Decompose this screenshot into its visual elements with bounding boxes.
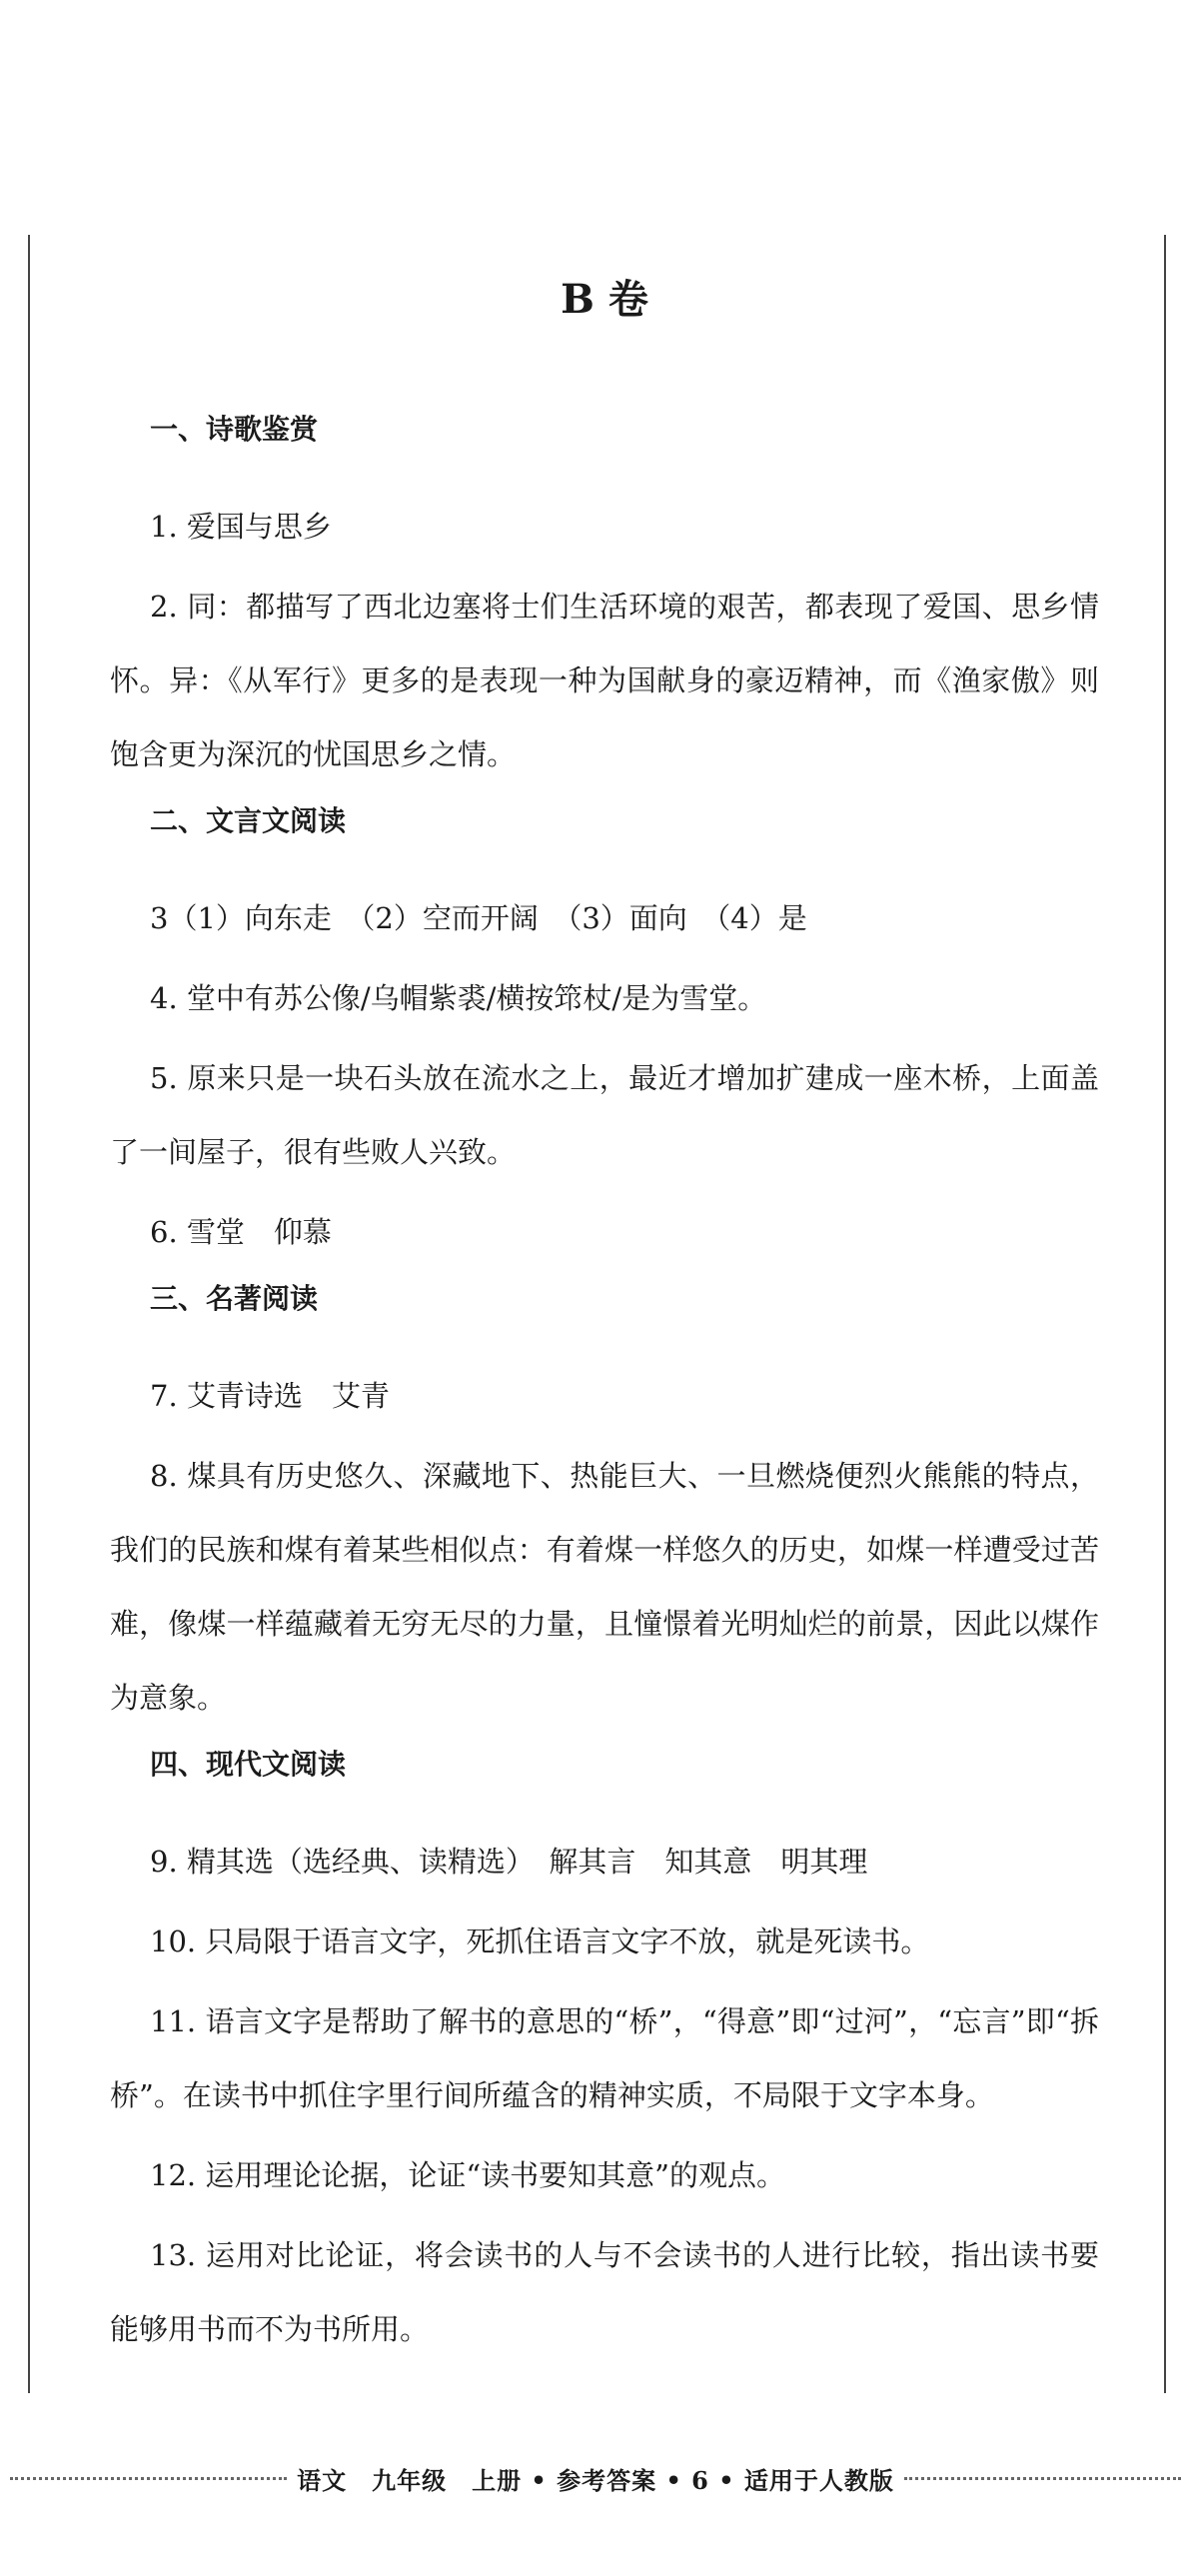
section-heading-modern: 四、现代文阅读 xyxy=(150,1748,347,1781)
answer-5: 5. 原来只是一块石头放在流水之上，最近才增加扩建成一座木桥，上面盖了一间屋子，很有些败人兴致。 xyxy=(110,1061,1099,1169)
answer-7: 7. 艾青诗选 艾青 xyxy=(150,1379,390,1413)
answer-6: 6. 雪堂 仰慕 xyxy=(150,1215,332,1249)
page-right-rule xyxy=(1164,235,1166,2393)
answer-3: 3（1）向东走 （2）空而开阔 （3）面向 （4）是 xyxy=(150,901,807,935)
answer-1: 1. 爱国与思乡 xyxy=(150,510,332,544)
page-title: B 卷 xyxy=(561,276,648,323)
footer-dotted-rule-left xyxy=(10,2477,287,2480)
answer-9: 9. 精其选（选经典、读精选） 解其言 知其意 明其理 xyxy=(150,1845,868,1879)
footer-text: 语文 九年级 上册 • 参考答案 • 6 • 适用于人教版 xyxy=(297,2465,894,2495)
answer-8: 8. 煤具有历史悠久、深藏地下、热能巨大、一旦燃烧便烈火熊熊的特点，我们的民族和煤有着某些相似点：有着煤一样悠久的历史，如煤一样遭受过苦难，像煤一样蕴藏着无穷无尽的力量，且憧憬着光明灿烂的前景，因此以煤作为意象。 xyxy=(110,1459,1099,1715)
footer-dotted-rule-right xyxy=(904,2477,1181,2480)
section-heading-poetry: 一、诗歌鉴赏 xyxy=(150,413,319,446)
answer-4: 4. 堂中有苏公像/乌帽紫裘/横按筇杖/是为雪堂。 xyxy=(150,981,767,1015)
answer-10: 10. 只局限于语言文字，死抓住语言文字不放，就是死读书。 xyxy=(150,1925,930,1958)
answer-12: 12. 运用理论论据，论证“读书要知其意”的观点。 xyxy=(150,2158,785,2192)
answer-11: 11. 语言文字是帮助了解书的意思的“桥”，“得意”即“过河”，“忘言”即“拆桥”。在读书中抓住字里行间所蕴含的精神实质，不局限于文字本身。 xyxy=(110,2004,1099,2112)
section-heading-classical: 二、文言文阅读 xyxy=(150,804,347,837)
section-heading-classics: 三、名著阅读 xyxy=(150,1282,319,1315)
page-footer xyxy=(0,2458,1191,2498)
page-left-rule xyxy=(28,235,30,2393)
answer-2: 2. 同：都描写了西北边塞将士们生活环境的艰苦，都表现了爱国、思乡情怀。异：《从军行》更多的是表现一种为国献身的豪迈精神，而《渔家傲》则饱含更为深沉的忧国思乡之情。 xyxy=(110,590,1099,771)
answer-13: 13. 运用对比论证，将会读书的人与不会读书的人进行比较，指出读书要能够用书而不为书所用。 xyxy=(110,2238,1099,2346)
answer-sheet xyxy=(110,270,1099,2372)
